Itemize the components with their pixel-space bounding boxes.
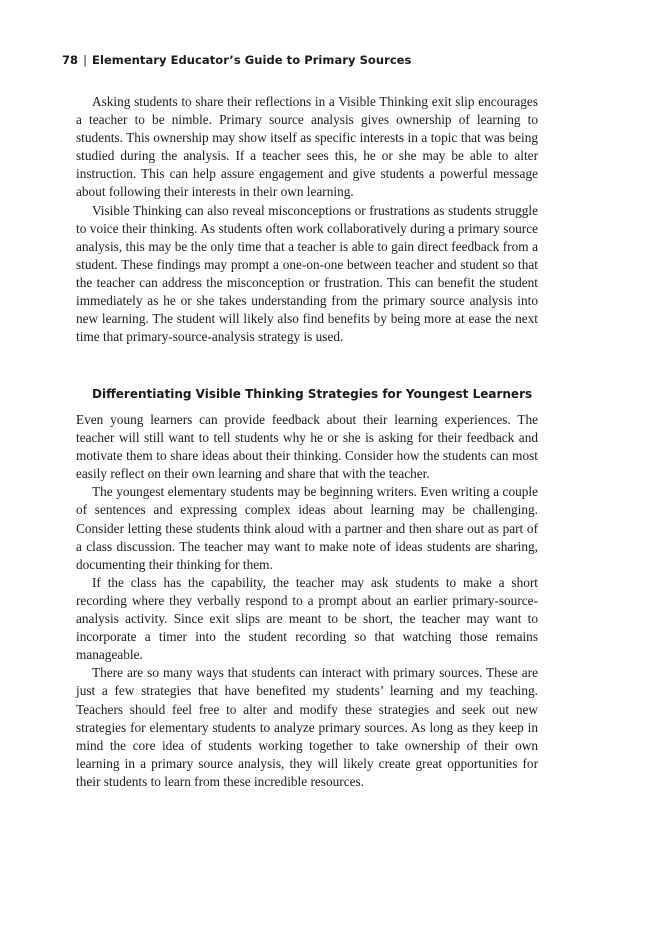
running-head — [62, 53, 411, 67]
body-section-top — [76, 93, 538, 346]
paragraph: If the class has the capability, the teacher may ask students to make a short recording where they verbally respond to a prompt about an earlier primary-source-analysis activity. Since exit slips are meant to be short, the teacher may want to incorporate a timer into the student recording so that watching those remains manageable. — [76, 574, 538, 663]
paragraph: Even young learners can provide feedback about their learning experiences. The teacher will still want to tell students why he or she is asking for their feedback and motivate them to share ideas about their thinking. Consider how the students can most easily reflect on their own learning and share that with the teacher. — [76, 412, 538, 482]
paragraph: There are so many ways that students can interact with primary sources. These are just a few strategies that have benefited my students’ learning and my teaching. Teachers should feel free to alter and modify these strategies and seek out new strategies for elementary students to analyze primary sources. As long as they keep in mind the core idea of students working together to take ownership of their own learning in a primary source analysis, they will likely create great opportunities for their students to learn from these incredible resources. — [76, 665, 538, 789]
paragraph: Asking students to share their reflections in a Visible Thinking exit slip encourages a teacher to be nimble. Primary source analysis gives ownership of learning to students. This ownership may show itself as specific interests in a topic that was being studied during the analysis. If a teacher sees this, he or she may be able to alter instruction. This can help assure engagement and give students a powerful message about following their interests in their own learning. — [76, 94, 538, 200]
paragraph: The youngest elementary students may be beginning writers. Even writing a couple of sentences and expressing complex ideas about learning may be challenging. Consider letting these students think aloud with a partner and then share out as part of a class discussion. The teacher may want to make note of ideas students are sharing, documenting their thinking for them. — [76, 484, 538, 572]
page-number: 78 — [62, 53, 79, 67]
book-title: Elementary Educator’s Guide to Primary Sources — [92, 53, 412, 67]
paragraph: Visible Thinking can also reveal misconceptions or frustrations as students struggle to voice their thinking. As students often work collaboratively during a primary source analysis, this may be the only time that a teacher is able to gain direct feedback from a student. These findings may prompt a one-on-one between teacher and student so that the teacher can address the misconception or frustration. This can benefit the student immediately as he or she takes understanding from the primary source analysis into new learning. The student will likely also find benefits by being more at ease the next time that primary-source-analysis strategy is used. — [76, 202, 538, 345]
section-subheading: Differentiating Visible Thinking Strategies for Youngest Learners — [92, 387, 533, 401]
body-section-bottom — [76, 411, 538, 791]
header-separator: | — [83, 53, 88, 67]
